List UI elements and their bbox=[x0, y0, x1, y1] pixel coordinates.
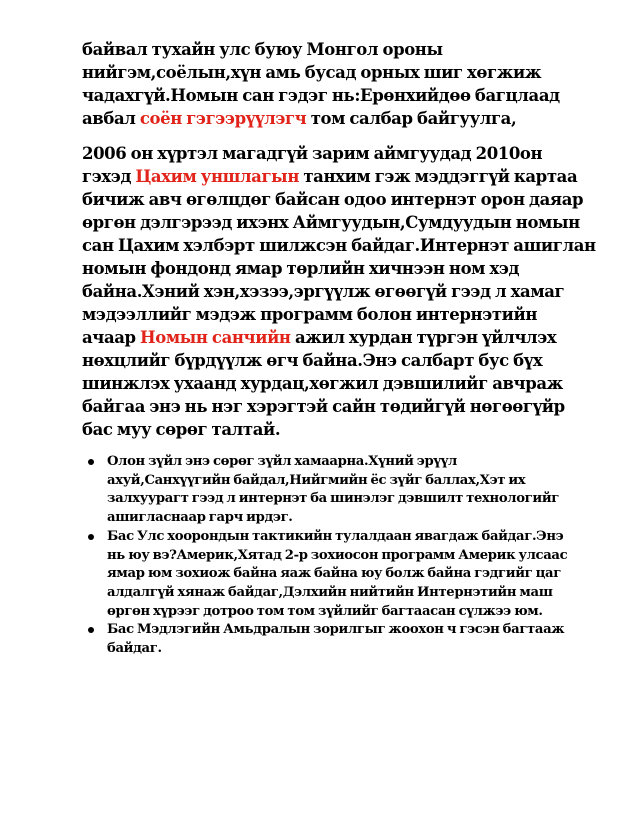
text-line: бичиж авч өгөлцдөг байсан одоо интернэт орон даяар bbox=[82, 190, 584, 209]
text-line: байна.Хэний хэн,хэзээ,эргүүлж өгөөгүй гээд л хамаг bbox=[82, 282, 565, 301]
text-line bbox=[82, 165, 582, 188]
text-line: нийгэм,соёлын,хүн амь бусад орных шиг хөгжиж bbox=[82, 63, 542, 82]
text-line: сан Цахим хэлбэрт шилжсэн байдаг.Интернэт ашиглан bbox=[82, 236, 596, 255]
text-line: залхуурагт гээд л интернэт ба шинэлэг дэвшилт технологийг bbox=[107, 491, 559, 507]
text-line: нь юу вэ?Америк,Хятад 2-р зохиосон программ Америк улсаас bbox=[107, 547, 568, 563]
paragraph-main bbox=[82, 142, 596, 441]
list-item bbox=[107, 453, 582, 528]
text-line: номын фондонд ямар төрлийн хичнээн ном хэд bbox=[82, 259, 520, 278]
text-line: байдаг. bbox=[107, 641, 162, 657]
bullet-dot-icon bbox=[88, 534, 94, 540]
text-line: бас муу сөрөг талтай. bbox=[82, 420, 281, 439]
bullet-dot-icon bbox=[88, 627, 94, 633]
text-line: мэдээллийг мэдэж программ болон интернэтийн bbox=[82, 305, 538, 324]
text-line: чадахгүй.Номын сан гэдэг нь:Ерөнхийдөө багцлаад bbox=[82, 86, 560, 105]
text-line: ямар юм зохиож байна яаж байна юу болж байна гэдгийг цаг bbox=[107, 566, 561, 582]
text-line: Бас Улс хоорондын тактикийн тулалдаан явагдаж байдаг.Энэ bbox=[107, 528, 564, 544]
text-line: шинжлэх ухаанд хурдац,хөгжил дэвшилийг авчраж bbox=[82, 374, 563, 393]
text-line: Бас Мэдлэгийн Амьдралын зорилгыг жоохон ч гэсэн багтааж bbox=[107, 622, 565, 638]
text-line bbox=[82, 326, 582, 349]
text-segment: ачаар bbox=[82, 328, 141, 347]
text-line: өргөн хүрээг дотроо том том зүйлийг багтаасан сүлжээ юм. bbox=[107, 603, 543, 619]
text-segment: ажил хурдан түргэн үйлчлэх bbox=[290, 328, 557, 347]
highlighted-phrase: соён гэгээрүүлэгч bbox=[139, 109, 307, 128]
text-line: Олон зүйл энэ сөрөг зүйл хамаарна.Хүний эрүүл bbox=[107, 454, 457, 469]
paragraph-intro bbox=[82, 38, 582, 130]
bullet-list bbox=[82, 453, 582, 659]
text-line: байгаа энэ нь нэг хэрэгтэй сайн төдийгүй нөгөөгүйр bbox=[82, 397, 565, 416]
text-segment: том салбар байгуулга, bbox=[306, 109, 517, 128]
text-line: өргөн дэлгэрээд ихэнх Аймгуудын,Сумдуудын номын bbox=[82, 213, 580, 232]
highlighted-phrase: Номын санчийн bbox=[140, 328, 291, 347]
list-item bbox=[107, 528, 582, 622]
document-page bbox=[82, 38, 596, 659]
text-line: 2006 он хүртэл магадгүй зарим аймгуудад 2010он bbox=[82, 144, 543, 163]
text-line: ахуй,Санхүүгийн байдал,Нийгмийн ёс зүйг баллах,Хэт их bbox=[107, 472, 526, 488]
text-line: ашигласнаар гарч ирдэг. bbox=[107, 510, 293, 526]
text-line bbox=[82, 107, 582, 130]
highlighted-phrase: Цахим уншлагын bbox=[135, 167, 300, 186]
text-line: байвал тухайн улс буюу Монгол ороны bbox=[82, 40, 443, 59]
text-line: нөхцлийг бүрдүүлж өгч байна.Энэ салбарт бус бүх bbox=[82, 351, 543, 370]
text-segment: авбал bbox=[82, 109, 140, 128]
list-item bbox=[107, 621, 582, 658]
text-segment: гэхэд bbox=[82, 167, 136, 186]
text-line: алдалгүй хянаж байдаг,Дэлхийн нийтийн Интернэтийн маш bbox=[107, 584, 553, 600]
bullet-dot-icon bbox=[88, 459, 94, 465]
text-segment: танхим гэж мэддэггүй картаа bbox=[299, 167, 578, 186]
